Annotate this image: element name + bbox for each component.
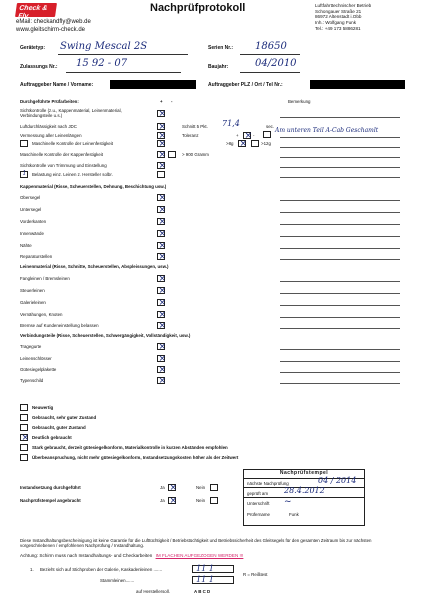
document-title: Nachprüfprotokoll — [150, 2, 246, 14]
check-belastung-plus[interactable] — [157, 171, 165, 178]
item1-text: Bezieht sich auf Stichproben der Galerie, Kaskadenleinen ....... — [40, 567, 163, 572]
zustand-stark: Stark gebraucht, derzeit gütesiegelkonform, Materialkontrolle in kurzen Abständen empfohlen — [32, 445, 228, 450]
kappen-innenwaende: Innenwände — [20, 231, 44, 236]
check-luft: Luftdurchlässigkeit nach JDC — [20, 124, 77, 129]
check-leinenfest: Maschinelle Kontrolle der Leinenfestigkeit — [32, 141, 114, 146]
verbindung-schloesser-plus[interactable] — [157, 355, 165, 362]
verbindung-schloesser: Leinenschlösser — [20, 356, 52, 361]
nachpruefstempel-box: Nachprüfstempel nächste Nachprüfung 04 / 2014 geprüft am 28.4.2012 Unterschrift ~ Prüfername Funk — [243, 469, 365, 526]
instand-nein-box[interactable] — [210, 484, 218, 491]
geraetetyp-label: Gerätetyp: — [20, 45, 46, 51]
check-kappenfest: Maschinelle Kontrolle der Kappenfestigkeit — [20, 152, 103, 157]
check-kappenfest-minus[interactable] — [168, 151, 176, 158]
sec-label: sec. — [266, 124, 275, 129]
leinen-vernaehung-plus[interactable] — [157, 311, 165, 318]
gt8g-box[interactable] — [238, 140, 246, 147]
zustand-sehrgut-box[interactable] — [20, 414, 28, 421]
zustand-neuwertig: Neuwertig — [32, 405, 54, 410]
kappen-obersegel: Obersegel — [20, 195, 41, 200]
leinen-bremse: Bremse auf Kundeneinstellung belassen — [20, 323, 99, 328]
kappen-title: Kappenmaterial (Risse, Scheuerstellen, Dehnung, Beschichtung usw.) — [20, 184, 167, 189]
check-sicht-plus[interactable] — [157, 110, 165, 117]
contact-web: www.gleitschirm-check.de — [16, 27, 86, 33]
leinen-steuerleinen: Steuerleinen — [20, 288, 45, 293]
gt900-label: > 900 Gramm — [182, 152, 209, 157]
instand-ja-box[interactable] — [168, 484, 176, 491]
stammleinen-label: Stammleinen....... — [100, 578, 135, 583]
company-address: Luftfahrttechnischer Betrieb Schongauer Straße 21 86972 Altenstadt i.Obb Inh.: Wolfgang Funk Tel.: +49 173 5886281 — [315, 3, 372, 31]
check-vermessung: Vermessung aller Leinenlängen — [20, 133, 82, 138]
serien-label: Serien Nr.: — [208, 45, 234, 51]
sec-box[interactable] — [263, 131, 271, 138]
gt12g-box[interactable] — [251, 140, 259, 147]
leinen-galerie: Galerieleinen — [20, 300, 46, 305]
leinen-title: Leinenmaterial (Risse, Schnitte, Scheuerstellen, Abspleissungen, usw.) — [20, 264, 169, 269]
nachpruef-nein-box[interactable] — [210, 497, 218, 504]
nachpruef-ja-box[interactable] — [168, 497, 176, 504]
abcd-label: A B C D — [194, 589, 211, 594]
nachpruef-label: Nachprüfstempel angebracht — [20, 498, 81, 503]
serien-value[interactable]: 18650 — [255, 41, 287, 52]
baujahr-value[interactable]: 04/2010 — [255, 58, 297, 69]
schnitt-label: Schnitt 5 Pkt. — [182, 124, 208, 129]
verbindung-guetesiegel: Gütesiegelplakette — [20, 367, 57, 372]
instand-label: Instandsetzung durchgeführt — [20, 485, 81, 490]
kappen-vorderkanten: Vorderkanten — [20, 219, 47, 224]
zustand-ueber: Überbeanspruchung, nicht mehr gütesiegelkonform, Instandsetzungskosten höher als der Zeitwert — [32, 455, 239, 460]
minus-header: - — [171, 99, 173, 104]
verbindung-typenschild-plus[interactable] — [157, 377, 165, 384]
kappen-naehte-plus[interactable] — [157, 242, 165, 249]
leinen-fangleinen: Fangleinen / Bremsleinen — [20, 276, 70, 281]
kappen-obersegel-plus[interactable] — [157, 194, 165, 201]
zustand-neuwertig-box[interactable] — [20, 404, 28, 411]
kappen-untersegel-plus[interactable] — [157, 206, 165, 213]
schnitt-value[interactable]: 71,4 — [222, 119, 240, 128]
naechste-value: 04 / 2014 — [318, 476, 357, 485]
leinen-vernaehung: Vernähungen, Knoten — [20, 312, 63, 317]
signature-scribble: ~ — [284, 497, 292, 507]
zustand-sehrgut: Gebraucht, sehr guter Zustand — [32, 415, 97, 420]
verbindung-typenschild: Typenschild — [20, 378, 44, 383]
zustand-stark-box[interactable] — [20, 444, 28, 451]
reisstest-label: R = Reißtest — [243, 572, 268, 577]
achtung-line: Achtung: Schirm muss nach Instandhaltungs- und Checkarbeiten IM FLACHEN AUFGEZOGEN WERDEN !!! — [20, 553, 244, 558]
leinenfest-num-box — [20, 140, 28, 147]
baujahr-label: Baujahr: — [208, 64, 229, 70]
verbindung-tragegurte-plus[interactable] — [157, 343, 165, 350]
zustand-deutlich-box[interactable] — [20, 434, 28, 441]
check-luft-plus[interactable] — [157, 123, 165, 130]
kaskade-boxes[interactable]: 11 1 — [192, 565, 234, 573]
redacted-plz — [310, 80, 405, 89]
stamm-boxes[interactable]: 11 1 — [192, 576, 234, 584]
plus-header: + — [160, 99, 163, 104]
kappen-naehte: Nähte — [20, 243, 32, 248]
check-trimmung: Sichtkontrolle von Trimmung und Einstellung — [20, 163, 107, 168]
zulassung-label: Zulassungs Nr.: — [20, 64, 58, 70]
zustand-gut-box[interactable] — [20, 424, 28, 431]
disclaimer: Diese Instandhaltungsbescheinigung ist keine Garantie für die Lufttüchtigkeit / Betriebstüchtigkeit und Betriebssicherheit des Gleitsegels für den gesamten Zeitraum bis zur nächsten vorgeschriebenen / empfohlenen Nachprüfung / Instandhaltung. — [20, 538, 372, 549]
pruefarbeiten-title: Durchgeführte Prüfarbeiten: — [20, 99, 79, 104]
redacted-name — [110, 80, 196, 89]
kappen-reparatur: Reparaturstellen — [20, 254, 53, 259]
leinen-bremse-plus[interactable] — [157, 322, 165, 329]
kappen-reparatur-plus[interactable] — [157, 253, 165, 260]
zulassung-value[interactable]: 15 92 - 07 — [76, 58, 128, 69]
belastung-num-box: 1 — [20, 171, 28, 178]
verbindung-tragegurte: Tragegurte — [20, 344, 42, 349]
geprueft-value: 28.4.2012 — [284, 486, 325, 495]
geraetetyp-value[interactable]: Swing Mescal 2S — [60, 41, 148, 52]
check-trimmung-plus[interactable] — [157, 162, 165, 169]
verbindung-title: Verbindungsteile (Risse, Scheuerstellen, Schwergängigkeit, Vollständigkeit, usw.) — [20, 333, 191, 338]
leinen-galerie-plus[interactable] — [157, 299, 165, 306]
hersteller-label: auf Herstellersoll. — [136, 589, 170, 594]
verbindung-guetesiegel-plus[interactable] — [157, 366, 165, 373]
leinen-fangleinen-plus[interactable] — [157, 275, 165, 282]
check-belastung: Belastung einz. Leinen z. Hersteller solbr. — [32, 172, 113, 177]
check-leinenfest-plus[interactable] — [157, 140, 165, 147]
kappen-vorderkanten-plus[interactable] — [157, 218, 165, 225]
gt8g-label: >8g — [226, 141, 234, 146]
contact-email: eMail: checkandfly@web.de — [16, 19, 91, 25]
zustand-gut: Gebraucht, guter Zustand — [32, 425, 86, 430]
auftraggeber-label: Auftraggeber Name / Vorname: — [20, 82, 94, 88]
remark-vermessung[interactable]: Am unteren Teil A-Cab Geschamlt — [275, 127, 379, 134]
check-kappenfest-plus[interactable] — [157, 151, 165, 158]
toleranz-label: Toleranz — [182, 133, 199, 138]
kappen-untersegel: Untersegel — [20, 207, 42, 212]
gt12g-label: >12g — [261, 141, 271, 146]
bemerkung-header: Bemerkung — [288, 99, 311, 104]
zustand-ueber-box[interactable] — [20, 454, 28, 461]
check-sicht: Sichtkontrolle (z.u., Kappenmaterial, Leinenmaterial, Verbindungsteile u.s.) — [20, 108, 122, 119]
leinen-steuerleinen-plus[interactable] — [157, 287, 165, 294]
zustand-deutlich: Deutlich gebraucht — [32, 435, 72, 440]
check-and-fly-logo: Check & Fly — [15, 3, 57, 17]
auftraggeber-plz-label: Auftraggeber PLZ / Ort / Tel Nr.: — [208, 82, 283, 88]
kappen-innenwaende-plus[interactable] — [157, 230, 165, 237]
